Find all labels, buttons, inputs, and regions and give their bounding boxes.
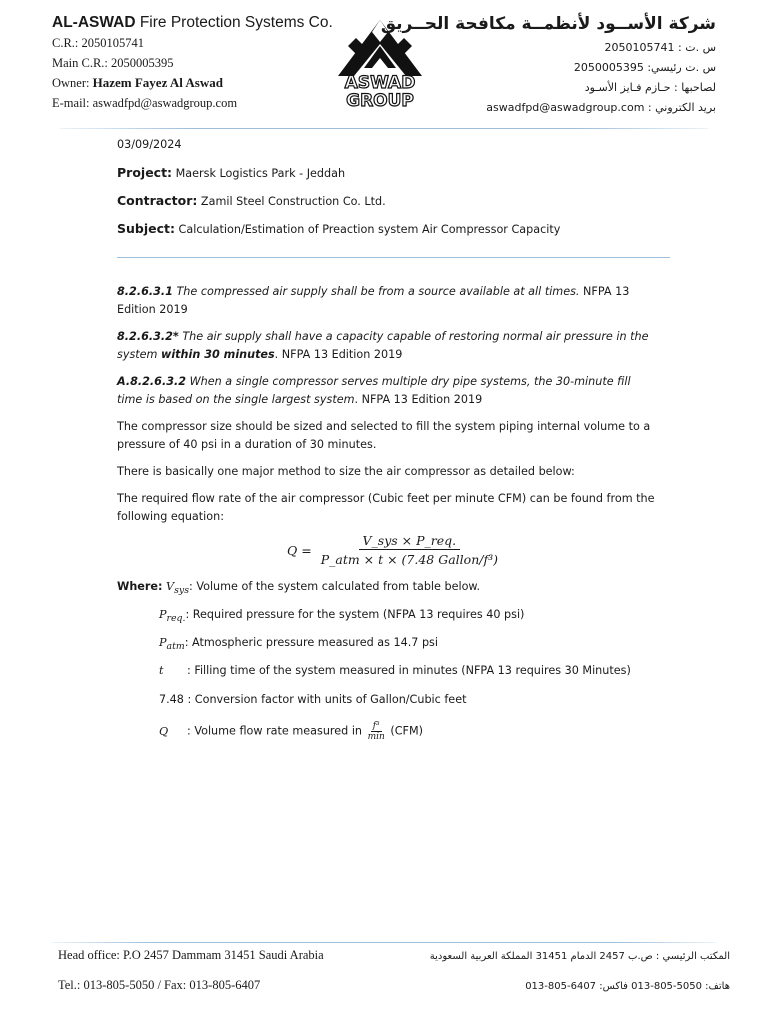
owner-line-ar: لصاحبها : حـازم فـايز الأسـود [584,81,716,94]
def-conversion: 7.48 : Conversion factor with units of Gallon/Cubic feet [159,693,467,706]
main-cr-line: Main C.R.: 2050005395 [52,55,174,70]
clause-a-8-2-6-3-2: A.8.2.6.3.2 When a single compressor serves multiple dry pipe systems, the 30-minute fill time is based on the single largest system. NFPA 13 Edition 2019 [117,375,631,406]
flow-rate-equation [287,533,502,567]
contractor-line: Contractor: Zamil Steel Construction Co. Ltd. [117,193,386,208]
clause-8-2-6-3-2: 8.2.6.3.2* The air supply shall have a capacity capable of restoring normal air pressure in the system within 30 minutes. NFPA 13 Edition 2019 [117,330,649,361]
def-q: Q : Volume flow rate measured in $\frac{\text{f³}}{\min}$ (CFM) [159,721,423,742]
owner-line: Owner: Hazem Fayez Al Aswad [52,75,223,90]
footer-head-office-ar: المكتب الرئيسي : ص.ب 2457 الدمام 31451 المملكة العربية السعودية [429,951,730,962]
footer-divider [52,942,716,943]
logo-word-group: GROUP [346,91,414,108]
flow-rate-paragraph: The required flow rate of the air compressor (Cubic feet per minute CFM) can be found from the following equation: [117,492,655,523]
footer-tel-fax-ar: هاتف: 5050-805-013 فاكس: 6407-805-013 [525,981,730,992]
company-name-ar: شركة الأســود لأنظمــة مكافحة الحــريق [380,14,716,34]
header-right [380,14,716,118]
project-line: Project: Maersk Logistics Park - Jeddah [117,165,346,180]
subject-divider [117,257,670,258]
cfm-fraction: $\frac{\text{f³}}{\min}$ [367,721,385,742]
equation-denominator: P_atm × t × (7.48 Gallon/f³) [320,552,498,567]
main-cr-line-ar: س .ت رئيسي: 2050005395 [573,61,716,74]
def-preq: $P_{req.}$: Required pressure for the system (NFPA 13 requires 40 psi) [159,608,525,625]
email-line-ar: بريد الكتروني : aswadfpd@aswadgroup.com [486,101,716,114]
equation-numerator: V_sys × P_req. [359,533,461,550]
method-paragraph: There is basically one major method to size the air compressor as detailed below: [117,465,575,478]
footer-tel-fax: Tel.: 013-805-5050 / Fax: 013-805-6407 [58,978,261,992]
equation-fraction [317,533,502,567]
equation-lhs: Q = [287,542,312,558]
def-t: t : Filling time of the system measured in minutes (NFPA 13 requires 30 Minutes) [159,664,631,677]
def-patm: $P_{atm}$: Atmospheric pressure measured as 14.7 psi [159,636,438,653]
logo-word-aswad: ASWAD [344,73,416,93]
header-divider [60,128,708,129]
cr-line-ar: س .ت : 2050105741 [604,41,716,54]
subject-line: Subject: Calculation/Estimation of Preaction system Air Compressor Capacity [117,221,561,236]
footer-head-office: Head office: P.O 2457 Dammam 31451 Saudi Arabia [58,948,324,962]
sizing-paragraph: The compressor size should be sized and selected to fill the system piping internal volume to a pressure of 40 psi in a duration of 30 minutes. [117,420,651,451]
def-vsys: Where: $V_{sys}$: Volume of the system calculated from table below. [117,580,481,597]
header-left [52,14,333,113]
company-name-en: AL-ASWAD Fire Protection Systems Co. [52,14,333,31]
letter-date: 03/09/2024 [117,138,182,151]
email-line: E-mail: aswadfpd@aswadgroup.com [52,95,238,110]
cr-line: C.R.: 2050105741 [52,36,145,50]
clause-8-2-6-3-1: 8.2.6.3.1 The compressed air supply shall be from a source available at all times. NFPA 13 Edition 2019 [117,285,630,316]
